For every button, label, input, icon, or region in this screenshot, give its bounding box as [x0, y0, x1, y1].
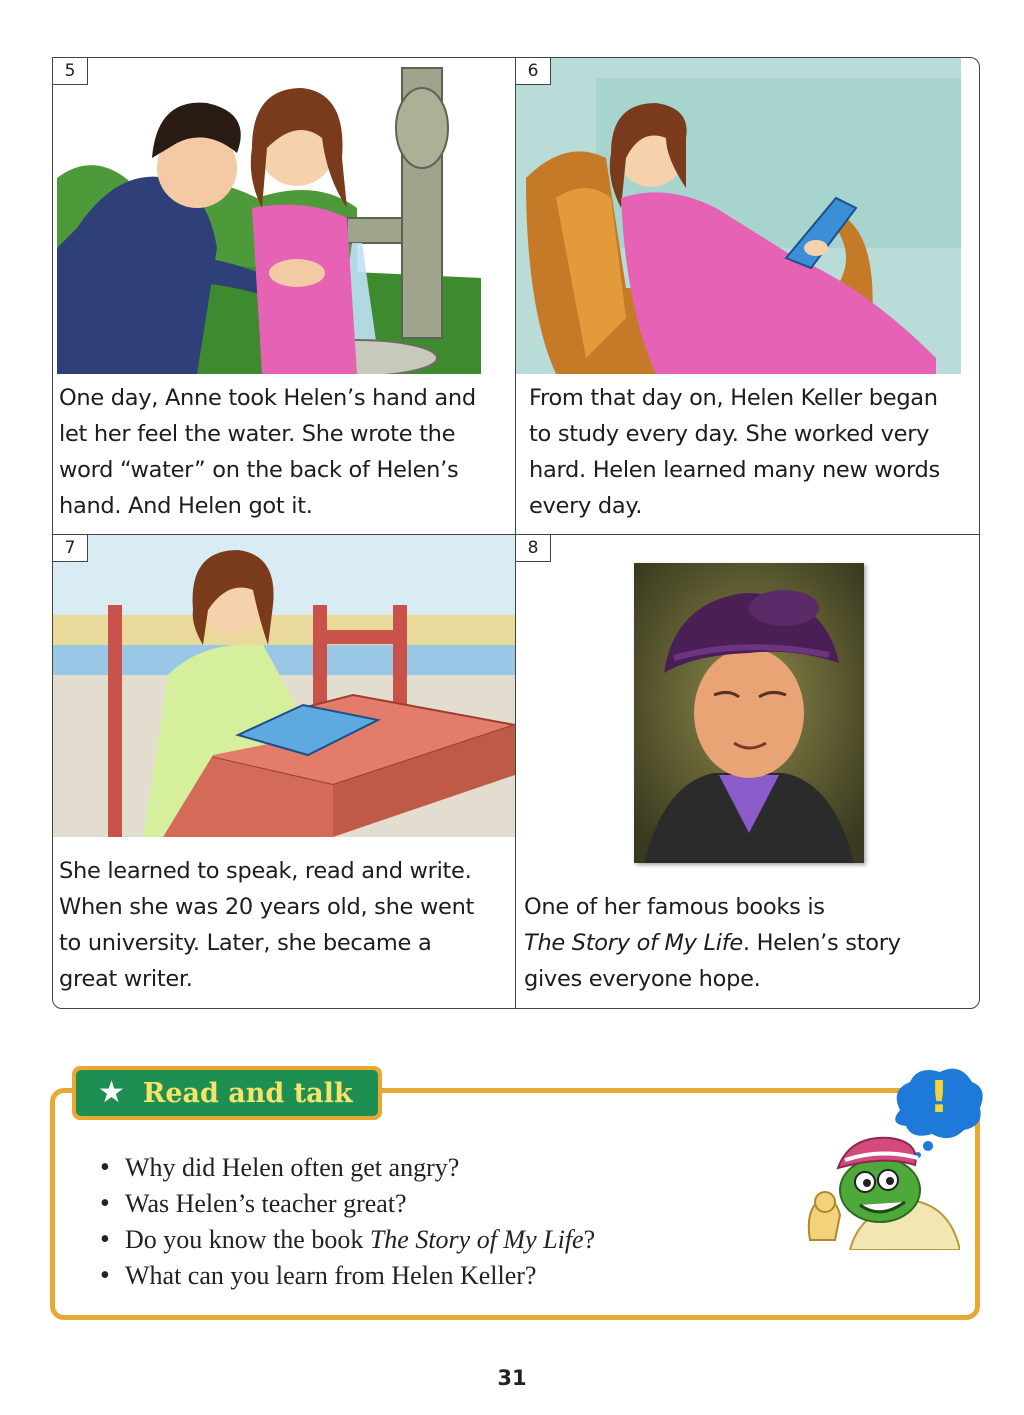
page-number: 31: [497, 1366, 527, 1390]
panel-5-illustration: [57, 58, 481, 374]
caption-line: word “water” on the back of Helen’s: [59, 457, 459, 483]
caption-line: every day.: [529, 493, 643, 519]
turtle-mascot-icon: [790, 1130, 960, 1250]
story-panel-grid: [52, 57, 980, 1009]
caption-line: hard. Helen learned many new words: [529, 457, 940, 483]
caption-line: One day, Anne took Helen’s hand and: [59, 385, 476, 411]
panel-8: [516, 535, 979, 1009]
caption-line: The Story of My Life. Helen’s story: [524, 930, 901, 956]
caption-line: When she was 20 years old, she went: [59, 894, 475, 920]
caption-line: great writer.: [59, 966, 193, 992]
panel-7: [53, 535, 515, 1009]
caption-line: let her feel the water. She wrote the: [59, 421, 456, 447]
caption-line: She learned to speak, read and write.: [59, 858, 472, 884]
question-item: • Do you know the book The Story of My Life?: [100, 1222, 595, 1258]
star-icon: ★: [98, 1075, 125, 1110]
panel-6: [516, 58, 979, 534]
caption-line: to university. Later, she became a: [59, 930, 432, 956]
panel-7-caption: [59, 853, 474, 997]
section-title: Read and talk: [142, 1077, 353, 1109]
caption-line: One of her famous books is: [524, 894, 825, 920]
read-and-talk-header: [72, 1066, 382, 1120]
panel-7-illustration: [53, 535, 515, 837]
panel-number: 6: [516, 58, 551, 85]
book-title: The Story of My Life: [369, 1225, 584, 1254]
question-item: • What can you learn from Helen Keller?: [100, 1258, 595, 1294]
exclamation-mark: !: [928, 1072, 950, 1123]
panel-6-caption: [529, 380, 940, 524]
question-item: • Was Helen’s teacher great?: [100, 1186, 595, 1222]
panel-6-illustration: [516, 58, 961, 374]
panel-8-caption: [524, 889, 901, 997]
question-item: • Why did Helen often get angry?: [100, 1150, 595, 1186]
panel-5: [53, 58, 515, 534]
caption-line: hand. And Helen got it.: [59, 493, 313, 519]
caption-line: to study every day. She worked very: [529, 421, 930, 447]
book-title: The Story of My Life: [524, 930, 743, 956]
panel-8-portrait: [634, 563, 864, 863]
panel-5-caption: [59, 380, 476, 524]
caption-line: gives everyone hope.: [524, 966, 761, 992]
panel-number: 7: [53, 535, 88, 562]
question-list: [100, 1150, 595, 1294]
panel-number: 5: [53, 58, 88, 85]
panel-number: 8: [516, 535, 551, 562]
caption-line: From that day on, Helen Keller began: [529, 385, 938, 411]
